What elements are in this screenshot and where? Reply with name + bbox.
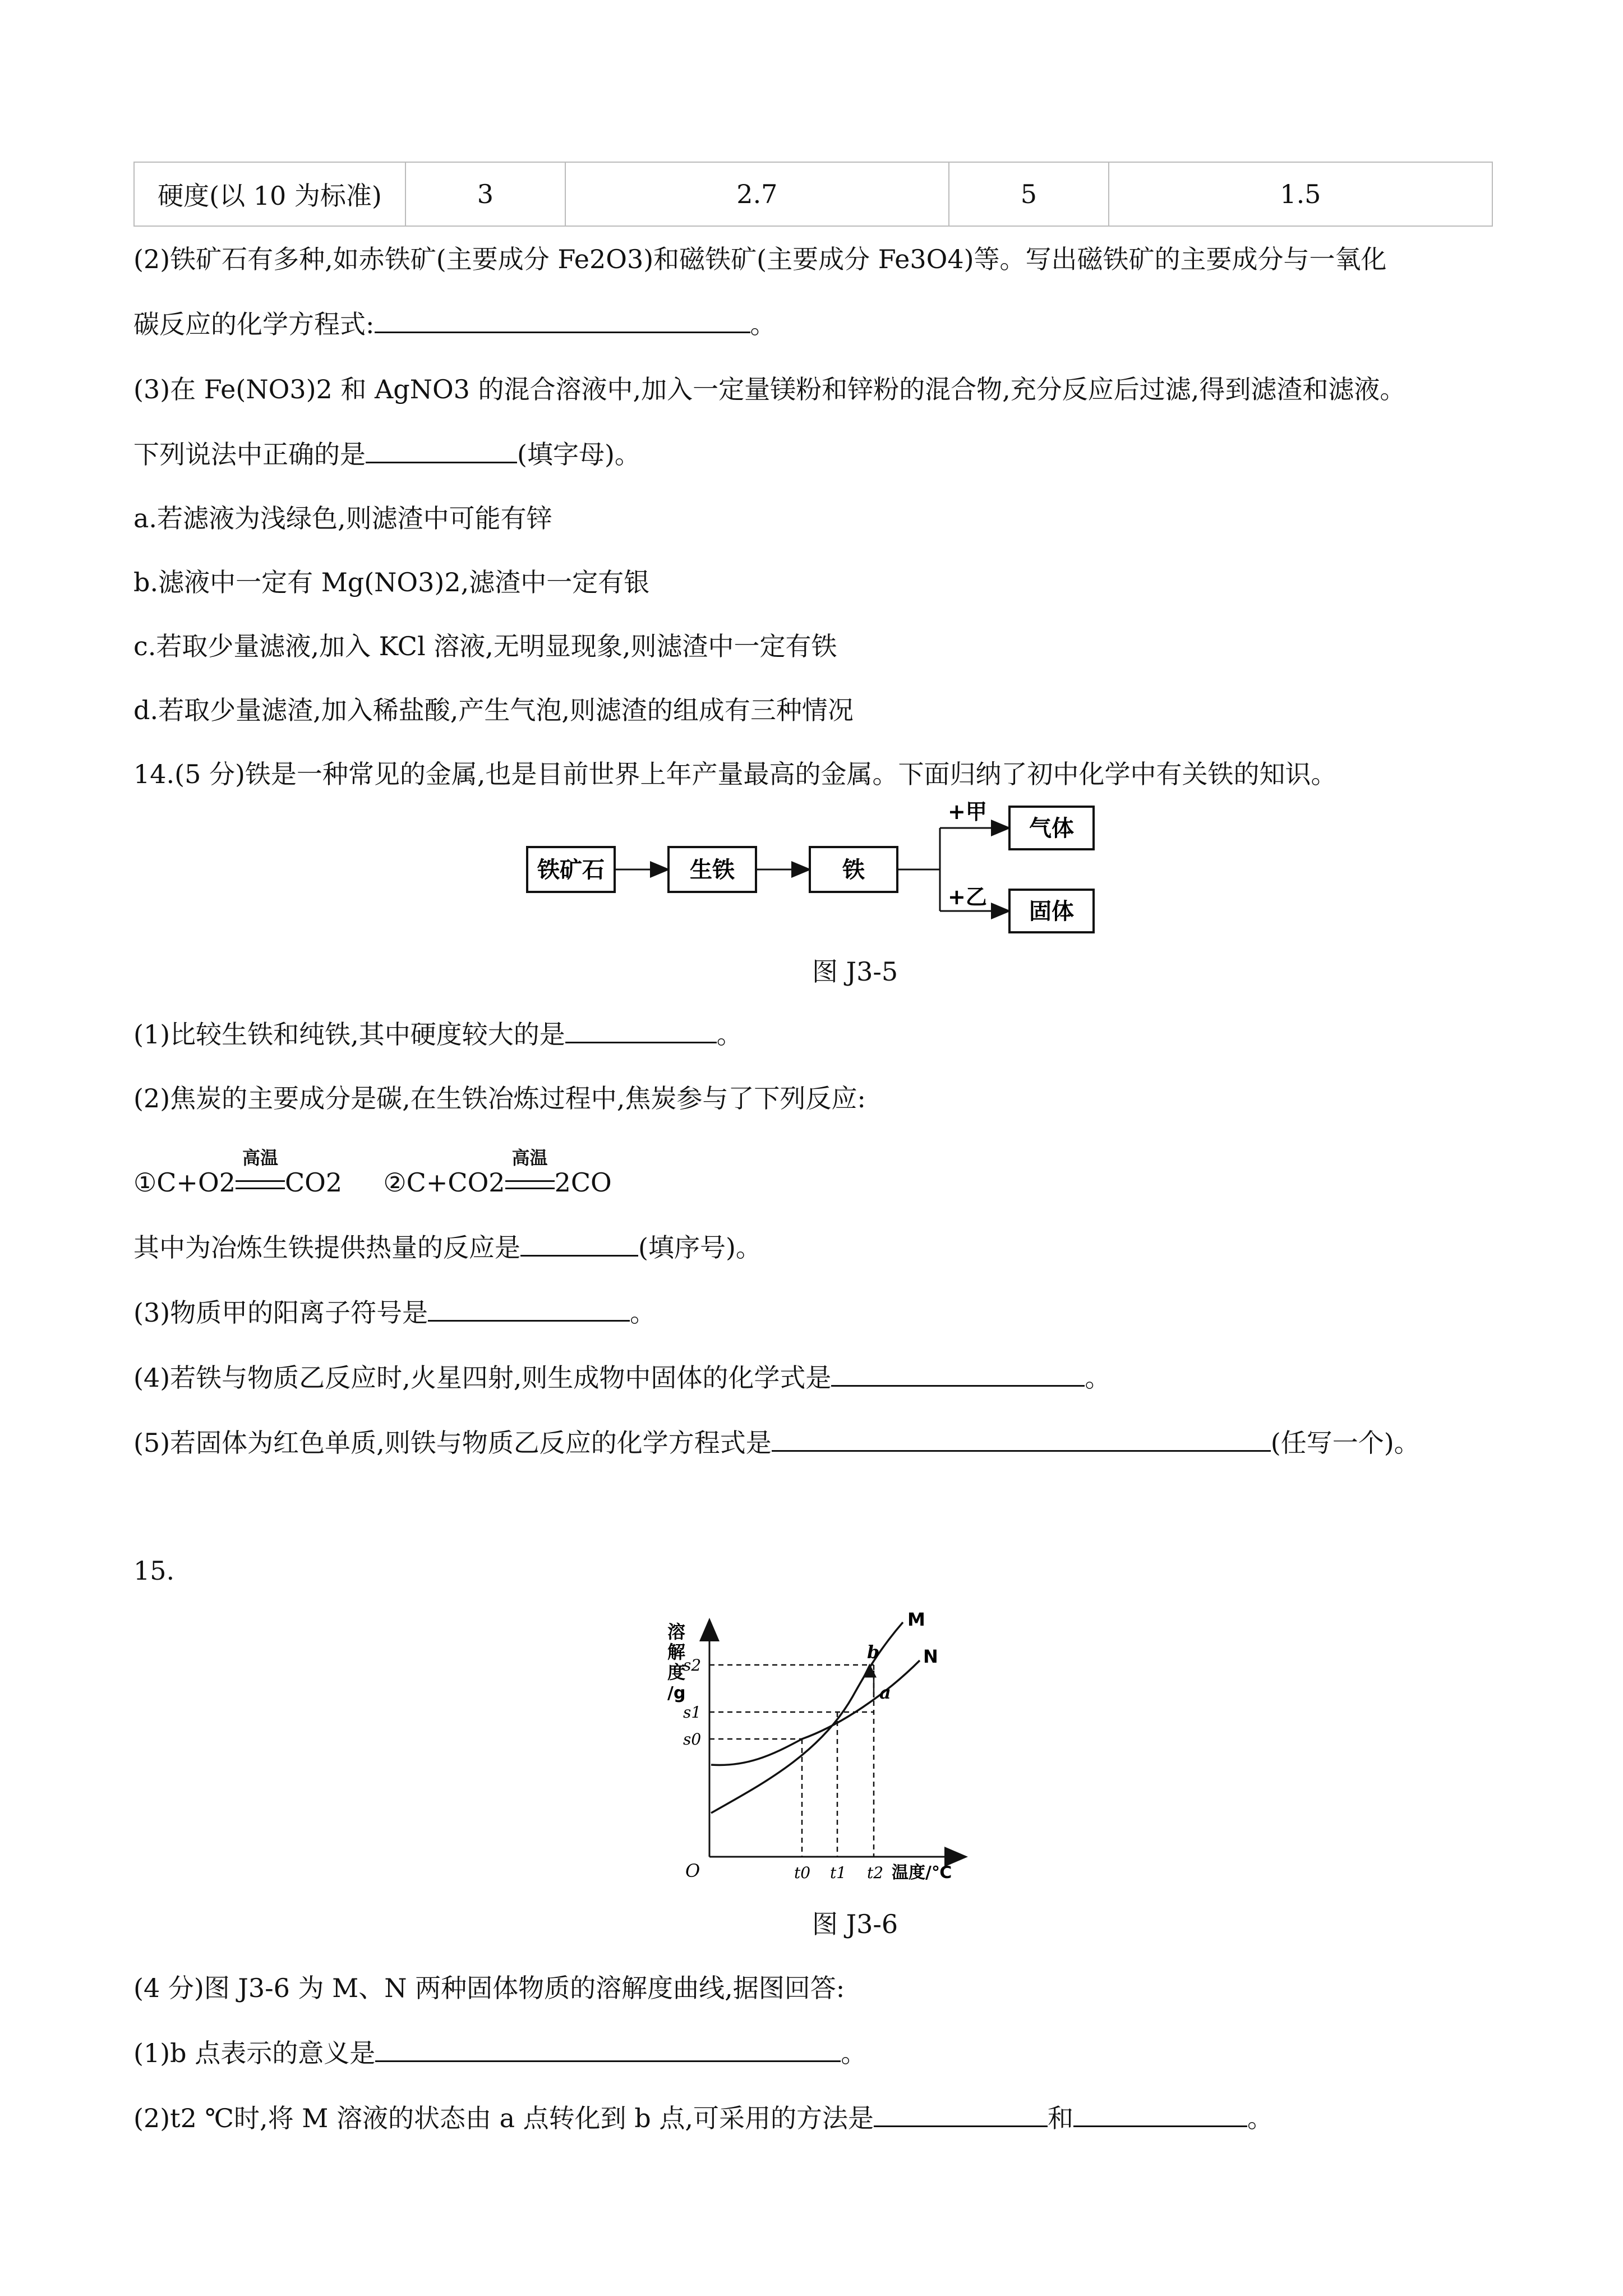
q14-part1-prompt: (1)比较生铁和纯铁,其中硬度较大的是 [133,1019,565,1050]
point-b-label: b [867,1641,880,1663]
hardness-table [133,162,1493,227]
q13-part3-line2 [133,438,640,471]
table-cell: 5 [949,162,1109,226]
curve-m-label: M [907,1609,925,1630]
q15-part2 [133,2101,1273,2135]
q14-intro: 14.(5 分)铁是一种常见的金属,也是目前世界上年产量最高的金属。下面归纳了初中化学中有关铁的知识。 [133,759,1337,789]
q13-part3-line1: (3)在 Fe(NO3)2 和 AgNO3 的混合溶液中,加入一定量镁粉和锌粉的混合物,充分反应后过滤,得到滤渣和滤液。 [133,374,1406,404]
answer-blank[interactable] [565,1018,717,1043]
y-tick-label: s0 [683,1730,702,1749]
solubility-curve-graph [651,1604,987,1896]
q15-part1 [133,2036,866,2070]
point-a-label: a [879,1682,891,1703]
origin-label: O [685,1860,700,1881]
q15-part1-prompt: (1)b 点表示的意义是 [133,2038,376,2068]
equation-2-products: 2CO [554,1167,612,1198]
q14-part3-prompt: (3)物质甲的阳离子符号是 [133,1297,428,1328]
answer-blank[interactable] [428,1296,630,1322]
table-row-label: 硬度(以 10 为标准) [134,162,405,226]
q13-part2-line1: (2)铁矿石有多种,如赤铁矿(主要成分 Fe2O3)和磁铁矿(主要成分 Fe3O4)等。写出磁铁矿的主要成分与一氧化 [133,244,1387,274]
equation-1-reactants: ①C+O2 [133,1167,236,1198]
y-tick-label: s1 [683,1703,702,1722]
y-axis-label: /g [667,1683,686,1703]
q14-equations [133,1147,612,1199]
q13-part2-line2 [133,307,776,341]
curve-n-label: N [923,1646,938,1667]
option-d: d.若取少量滤渣,加入稀盐酸,产生气泡,则滤渣的组成有三种情况 [133,695,854,725]
q15-intro: (4 分)图 J3-6 为 M、N 两种固体物质的溶解度曲线,据图回答: [133,1973,845,2003]
flow-label: 铁矿石 [537,857,605,883]
iron-flow-diagram [522,797,1116,942]
q14-part2b-prompt: 其中为冶炼生铁提供热量的反应是 [133,1232,520,1263]
figure-caption-j3-6: 图 J3-6 [812,1909,898,1939]
option-c: c.若取少量滤液,加入 KCl 溶液,无明显现象,则滤渣中一定有铁 [133,631,837,661]
equation-1-products: CO2 [284,1167,343,1198]
table-cell: 2.7 [565,162,949,226]
q14-part1 [133,1018,743,1051]
q14-part5 [133,1426,1420,1460]
y-axis-label: 溶 [667,1621,686,1642]
q15-number: 15. [133,1556,175,1586]
y-axis-label: 度 [667,1662,686,1683]
q13-part2-prompt: 碳反应的化学方程式: [133,309,375,339]
x-tick-label: t2 [867,1864,884,1882]
q14-part3 [133,1296,656,1329]
answer-blank[interactable] [366,438,517,463]
answer-blank[interactable] [874,2102,1048,2127]
table-row [134,162,1492,226]
q14-part4-prompt: (4)若铁与物质乙反应时,火星四射,则生成物中固体的化学式是 [133,1363,832,1393]
hint-text: (填字母)。 [517,439,640,470]
table-cell: 1.5 [1109,162,1492,226]
punctuation: 。 [1085,1363,1111,1393]
x-axis-label: 温度/℃ [892,1863,952,1883]
punctuation: 。 [750,309,776,339]
flow-label: 铁 [842,857,865,883]
punctuation: 。 [1247,2103,1273,2133]
answer-blank[interactable] [831,1361,1085,1387]
reaction-condition [236,1147,285,1199]
q14-part2b [133,1231,762,1264]
flow-label-reagent: +甲 [948,799,987,824]
condition-label: 高温 [242,1147,278,1168]
flow-label-reagent: +乙 [948,885,987,909]
answer-blank[interactable] [520,1231,638,1257]
answer-blank[interactable] [375,308,750,333]
hint-text: (填序号)。 [638,1232,762,1263]
punctuation: 。 [630,1297,656,1328]
curve-n [711,1660,920,1765]
q13-part3-prompt: 下列说法中正确的是 [133,439,366,470]
flow-label: 气体 [1029,816,1074,841]
equation-2-reactants: ②C+CO2 [383,1167,505,1198]
option-b: b.滤液中一定有 Mg(NO3)2,滤渣中一定有银 [133,567,650,597]
dashed-guides [709,1665,874,1857]
answer-blank[interactable] [375,2037,841,2062]
hint-text: (任写一个)。 [1270,1428,1420,1458]
punctuation: 。 [716,1019,743,1050]
x-tick-label: t0 [794,1864,811,1882]
punctuation: 。 [841,2038,867,2068]
q14-part4 [133,1361,1110,1395]
x-tick-label: t1 [830,1864,847,1882]
flow-label: 生铁 [690,857,735,883]
flow-label: 固体 [1029,899,1074,924]
table-cell: 3 [405,162,565,226]
equals-sign [236,1180,285,1189]
q14-part2: (2)焦炭的主要成分是碳,在生铁冶炼过程中,焦炭参与了下列反应: [133,1083,866,1114]
conjunction: 和 [1047,2103,1073,2133]
option-a: a.若滤液为浅绿色,则滤渣中可能有锌 [133,503,552,533]
answer-blank[interactable] [772,1427,1271,1452]
figure-caption-j3-5: 图 J3-5 [812,956,898,987]
q14-part5-prompt: (5)若固体为红色单质,则铁与物质乙反应的化学方程式是 [133,1428,772,1458]
q15-part2-prompt: (2)t2 ℃时,将 M 溶液的状态由 a 点转化到 b 点,可采用的方法是 [133,2103,874,2133]
reaction-condition [505,1147,555,1199]
y-axis-label: 解 [667,1641,686,1663]
y-tick-label: s2 [683,1656,702,1674]
answer-blank[interactable] [1073,2102,1247,2127]
equals-sign [505,1180,555,1189]
condition-label: 高温 [511,1147,548,1168]
